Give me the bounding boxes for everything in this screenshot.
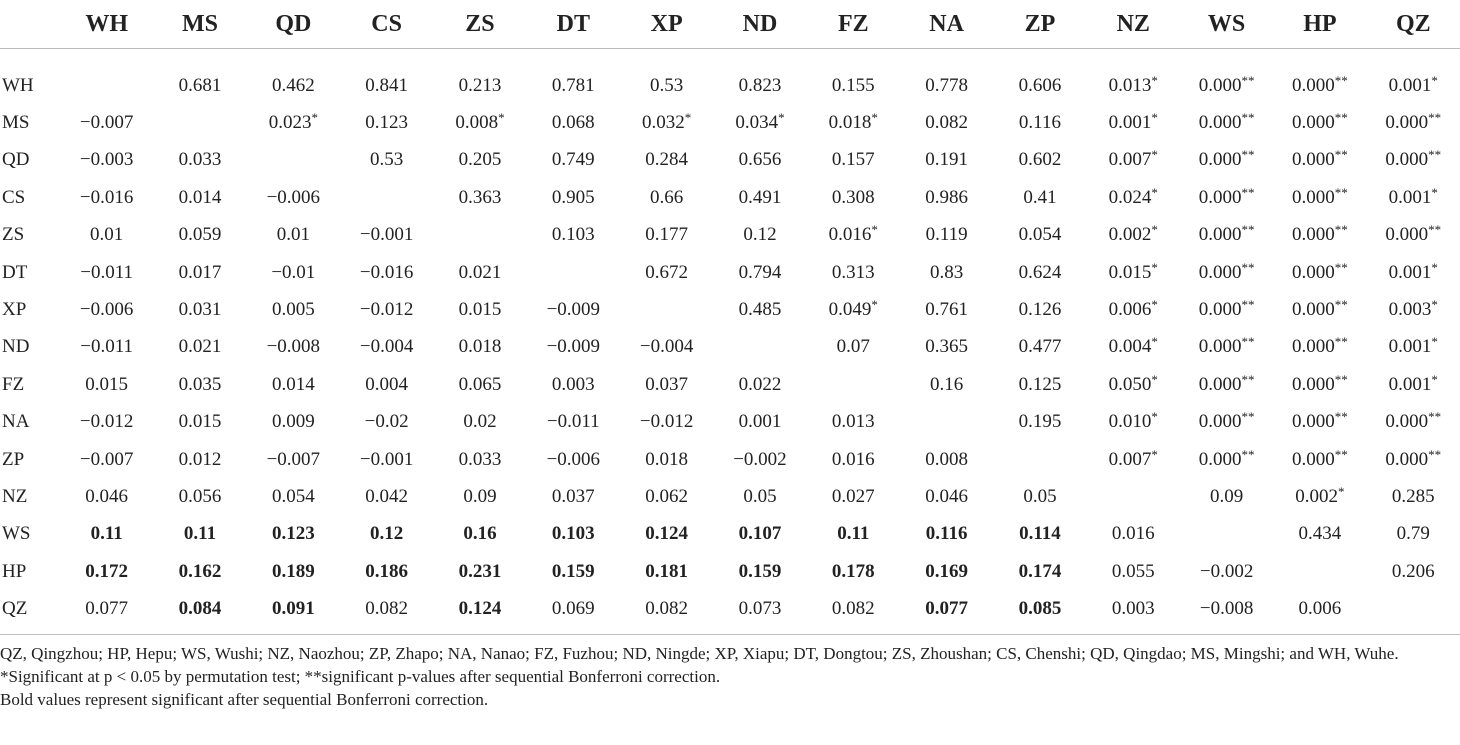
- table-cell: 0.001: [738, 411, 782, 433]
- table-cell: 0.41: [1023, 186, 1057, 208]
- table-cell: 0.062: [645, 485, 688, 507]
- table-cell: −0.02: [364, 411, 409, 433]
- table-cell: 0.003*: [1388, 297, 1438, 321]
- table-cell: 0.11: [183, 523, 217, 545]
- table-cell: 0.002*: [1295, 483, 1345, 507]
- table-cell: 0.794: [738, 261, 782, 283]
- table-cell: −0.003: [79, 149, 134, 171]
- row-header: WS: [2, 523, 31, 545]
- table-cell: 0.016: [831, 448, 875, 470]
- table-cell: 0.000**: [1385, 446, 1442, 470]
- table-cell: 0.174: [1018, 560, 1062, 582]
- table-cell: 0.007*: [1108, 446, 1158, 470]
- table-cell: 0.001*: [1388, 184, 1438, 208]
- row-header: FZ: [2, 373, 25, 395]
- column-header: MS: [181, 10, 218, 37]
- table-cell: −0.001: [359, 448, 414, 470]
- table-cell: 0.000**: [1385, 147, 1442, 171]
- table-cell: 0.761: [925, 299, 968, 321]
- table-cell: 0.491: [738, 186, 782, 208]
- table-cell: 0.035: [178, 373, 222, 395]
- table-cell: 0.177: [645, 224, 688, 246]
- table-cell: 0.004: [365, 373, 409, 395]
- table-cell: 0.681: [178, 74, 222, 96]
- table-cell: 0.054: [1018, 224, 1062, 246]
- table-cell: 0.014: [271, 373, 315, 395]
- table-cell: −0.006: [266, 186, 321, 208]
- table-cell: 0.781: [551, 74, 595, 96]
- table-cell: −0.009: [546, 336, 601, 358]
- table-cell: 0.001*: [1388, 334, 1438, 358]
- table-cell: 0.046: [85, 485, 129, 507]
- table-row: [0, 553, 1460, 590]
- table-cell: 0.001*: [1388, 259, 1438, 283]
- table-cell: 0.037: [645, 373, 688, 395]
- table-cell: 0.000**: [1292, 222, 1348, 246]
- row-header: WH: [2, 74, 34, 96]
- table-cell: 0.001*: [1108, 110, 1158, 134]
- table-cell: 0.033: [458, 448, 502, 470]
- table-cell: −0.007: [266, 448, 321, 470]
- table-cell: 0.114: [1019, 523, 1061, 545]
- table-cell: −0.002: [733, 448, 787, 470]
- table-cell: 0.001*: [1388, 72, 1438, 96]
- table-cell: 0.000**: [1198, 110, 1255, 134]
- table-cell: 0.124: [645, 523, 688, 545]
- table-cell: 0.213: [458, 74, 502, 96]
- table-cell: 0.308: [831, 186, 875, 208]
- table-cell: 0.462: [271, 74, 315, 96]
- table-cell: 0.001*: [1388, 371, 1438, 395]
- table-cell: 0.231: [458, 560, 502, 582]
- table-cell: 0.125: [1018, 373, 1062, 395]
- table-cell: 0.000**: [1292, 409, 1348, 433]
- table-cell: 0.004*: [1108, 334, 1158, 358]
- row-header: MS: [2, 112, 30, 134]
- row-header: DT: [2, 261, 28, 283]
- table-cell: [433, 217, 526, 254]
- table-row: [0, 217, 1460, 254]
- column-header: FZ: [837, 10, 869, 37]
- table-cell: [807, 366, 900, 403]
- table-cell: 0.015: [458, 299, 502, 321]
- table-cell: 0.159: [551, 560, 595, 582]
- table-cell: 0.003: [551, 373, 595, 395]
- table-cell: 0.602: [1018, 149, 1062, 171]
- column-header: HP: [1303, 10, 1337, 37]
- abbreviations-note: QZ, Qingzhou; HP, Hepu; WS, Wushi; NZ, Naozhou; ZP, Zhapo; NA, Nanao; FZ, Fuzhou; ND, Ningde; XP, Xiapu; DT, Dongtou; ZS, Zhoushan; CS, Chenshi; QD, Qingdao; MS, Mingshi; and WH, Wuhe.: [0, 644, 1399, 663]
- table-cell: 0.065: [458, 373, 502, 395]
- table-cell: 0.016: [1111, 523, 1155, 545]
- table-cell: −0.012: [359, 299, 414, 321]
- table-cell: [153, 104, 246, 141]
- table-cell: 0.07: [836, 336, 870, 358]
- table-cell: [900, 404, 993, 441]
- table-cell: 0.000**: [1292, 259, 1348, 283]
- table-cell: 0.054: [271, 485, 315, 507]
- header-row: [0, 0, 1460, 49]
- table-cell: 0.014: [178, 186, 222, 208]
- table-cell: 0.155: [831, 74, 875, 96]
- table-cell: 0.091: [271, 598, 315, 620]
- table-cell: [1087, 478, 1180, 515]
- table-cell: 0.53: [370, 149, 404, 171]
- table-cell: 0.007*: [1108, 147, 1158, 171]
- table-cell: 0.084: [178, 598, 222, 620]
- table-cell: 0.046: [925, 485, 968, 507]
- table-cell: 0.285: [1391, 485, 1435, 507]
- table-cell: 0.006*: [1108, 297, 1158, 321]
- table-cell: −0.012: [79, 411, 134, 433]
- table-cell: −0.007: [79, 448, 134, 470]
- table-row: [0, 441, 1460, 478]
- table-cell: 0.006: [1298, 598, 1342, 620]
- table-cell: 0.018: [458, 336, 502, 358]
- table-cell: 0.195: [1018, 411, 1062, 433]
- table-cell: 0.042: [365, 485, 409, 507]
- table-cell: 0.000**: [1292, 147, 1348, 171]
- table-cell: 0.009: [271, 411, 315, 433]
- table-cell: 0.485: [738, 299, 782, 321]
- table-cell: 0.082: [365, 598, 409, 620]
- table-cell: 0.000**: [1198, 184, 1255, 208]
- table-row: [0, 516, 1460, 553]
- row-header: ZS: [2, 224, 25, 246]
- table-row: [0, 404, 1460, 441]
- significance-note: *Significant at p < 0.05 by permutation test; **significant p-values after sequential Bonferroni correction.: [0, 667, 721, 686]
- table-cell: −0.008: [1199, 598, 1254, 620]
- table-cell: 0.05: [743, 485, 777, 507]
- table-cell: 0.126: [1018, 299, 1062, 321]
- table-cell: 0.021: [458, 261, 502, 283]
- row-header: QD: [2, 149, 30, 171]
- table-cell: 0.000**: [1385, 409, 1442, 433]
- table-cell: 0.01: [90, 224, 124, 246]
- table-cell: 0.119: [925, 224, 968, 246]
- table-cell: 0.000**: [1292, 371, 1348, 395]
- table-cell: 0.008*: [455, 110, 505, 134]
- table-cell: 0.189: [271, 560, 315, 582]
- table-row: [0, 291, 1460, 328]
- table-body: [0, 49, 1460, 635]
- table-cell: 0.01: [276, 224, 310, 246]
- table-cell: 0.09: [463, 485, 497, 507]
- table-cell: 0.841: [365, 74, 409, 96]
- table-cell: 0.024*: [1108, 184, 1158, 208]
- table-cell: 0.049*: [828, 297, 878, 321]
- table-cell: 0.034*: [735, 110, 785, 134]
- table-cell: 0.017: [178, 261, 222, 283]
- table-cell: 0.123: [365, 112, 409, 134]
- table-cell: 0.015*: [1108, 259, 1158, 283]
- table-cell: 0.672: [645, 261, 688, 283]
- table-cell: 0.015: [85, 373, 129, 395]
- table-cell: 0.022: [738, 373, 782, 395]
- table-cell: 0.000**: [1198, 297, 1255, 321]
- table-cell: −0.012: [639, 411, 694, 433]
- table-cell: 0.656: [738, 149, 782, 171]
- table-cell: 0.018*: [828, 110, 878, 134]
- table-cell: [713, 329, 806, 366]
- table-cell: 0.103: [551, 523, 595, 545]
- table-cell: 0.66: [650, 186, 684, 208]
- table-cell: [527, 254, 620, 291]
- table-row: [0, 366, 1460, 403]
- table-cell: −0.009: [546, 299, 601, 321]
- table-cell: 0.206: [1391, 560, 1435, 582]
- table-cell: 0.16: [463, 523, 497, 545]
- table-cell: 0.013*: [1108, 72, 1158, 96]
- table-cell: 0.103: [551, 224, 595, 246]
- table-cell: 0.778: [925, 74, 968, 96]
- table-cell: 0.012: [178, 448, 222, 470]
- table-cell: 0.082: [925, 112, 968, 134]
- table-cell: −0.01: [271, 261, 316, 283]
- table-cell: 0.055: [1111, 560, 1155, 582]
- column-header: ZP: [1024, 10, 1056, 37]
- table-cell: 0.000**: [1292, 184, 1348, 208]
- table-cell: 0.032*: [642, 110, 692, 134]
- table-cell: 0.015: [178, 411, 222, 433]
- row-header: ZP: [2, 448, 25, 470]
- table-cell: 0.033: [178, 149, 222, 171]
- table-cell: 0.116: [925, 523, 968, 545]
- table-cell: [1273, 553, 1366, 590]
- table-cell: 0.986: [925, 186, 968, 208]
- row-header: HP: [2, 560, 27, 582]
- table-cell: 0.12: [743, 224, 777, 246]
- table-cell: 0.05: [1023, 485, 1057, 507]
- table-cell: −0.016: [79, 186, 134, 208]
- table-cell: 0.79: [1396, 523, 1430, 545]
- table-cell: 0.181: [645, 560, 688, 582]
- table-cell: 0.12: [370, 523, 404, 545]
- table-cell: 0.434: [1298, 523, 1342, 545]
- column-header: WS: [1207, 10, 1246, 37]
- table-cell: 0.077: [925, 598, 968, 620]
- table-cell: 0.123: [271, 523, 315, 545]
- column-header: ND: [742, 10, 778, 37]
- table-cell: 0.284: [645, 149, 688, 171]
- table-cell: 0.000**: [1198, 259, 1255, 283]
- table-cell: 0.162: [178, 560, 222, 582]
- table-cell: −0.002: [1199, 560, 1254, 582]
- column-header: QZ: [1395, 10, 1431, 37]
- table-row: [0, 49, 1460, 105]
- table-cell: 0.172: [85, 560, 129, 582]
- table-cell: [1367, 590, 1460, 634]
- row-header: CS: [2, 186, 26, 208]
- column-header: NZ: [1116, 10, 1150, 37]
- table-cell: 0.037: [551, 485, 595, 507]
- column-header: NA: [929, 10, 964, 37]
- table-cell: 0.000**: [1292, 297, 1348, 321]
- table-cell: 0.53: [650, 74, 684, 96]
- table-cell: 0.02: [463, 411, 497, 433]
- row-header: ND: [2, 336, 30, 358]
- table-cell: 0.002*: [1108, 222, 1158, 246]
- table-cell: 0.749: [551, 149, 595, 171]
- column-header: WH: [85, 10, 128, 37]
- table-row: [0, 478, 1460, 515]
- table-cell: 0.11: [90, 523, 123, 545]
- table-cell: 0.023*: [268, 110, 318, 134]
- table-cell: [247, 142, 340, 179]
- table-cell: 0.018: [645, 448, 688, 470]
- column-header: DT: [556, 10, 590, 37]
- table-cell: [1180, 516, 1273, 553]
- table-header: [0, 0, 1460, 49]
- table-cell: −0.004: [359, 336, 414, 358]
- table-cell: 0.178: [831, 560, 875, 582]
- table-row: [0, 329, 1460, 366]
- table-cell: 0.169: [925, 560, 968, 582]
- table-cell: 0.000**: [1198, 371, 1255, 395]
- table-cell: −0.006: [79, 299, 134, 321]
- table-cell: 0.823: [738, 74, 782, 96]
- table-cell: 0.056: [178, 485, 222, 507]
- row-header: XP: [2, 299, 27, 321]
- table-cell: −0.004: [639, 336, 694, 358]
- table-cell: 0.069: [551, 598, 595, 620]
- table-cell: 0.159: [738, 560, 782, 582]
- table-cell: 0.082: [645, 598, 688, 620]
- table-cell: 0.027: [831, 485, 875, 507]
- table-cell: 0.003: [1111, 598, 1155, 620]
- table-footnotes: [0, 642, 1460, 711]
- column-header: ZS: [465, 10, 495, 37]
- row-header: NZ: [2, 485, 28, 507]
- table-cell: 0.031: [178, 299, 222, 321]
- table-cell: −0.008: [266, 336, 321, 358]
- table-cell: 0.365: [925, 336, 968, 358]
- table-cell: [340, 179, 433, 216]
- table-cell: [60, 49, 153, 105]
- table-cell: 0.000**: [1292, 334, 1348, 358]
- table-row: [0, 104, 1460, 141]
- table-cell: 0.073: [738, 598, 782, 620]
- table-cell: 0.000**: [1292, 110, 1348, 134]
- table-cell: −0.011: [80, 336, 134, 358]
- table-row: [0, 590, 1460, 634]
- table-cell: [620, 291, 713, 328]
- table-cell: 0.000**: [1292, 446, 1348, 470]
- table-cell: 0.157: [831, 149, 875, 171]
- column-header: XP: [650, 10, 683, 37]
- table-cell: 0.000**: [1198, 446, 1255, 470]
- table-cell: 0.000**: [1385, 222, 1442, 246]
- table-cell: 0.000**: [1198, 409, 1255, 433]
- table-cell: [993, 441, 1086, 478]
- table-row: [0, 179, 1460, 216]
- table-row: [0, 142, 1460, 179]
- table-cell: 0.050*: [1108, 371, 1158, 395]
- column-header: QD: [275, 10, 312, 37]
- table-cell: 0.005: [271, 299, 315, 321]
- table-cell: 0.624: [1018, 261, 1062, 283]
- bold-note: Bold values represent significant after sequential Bonferroni correction.: [0, 690, 489, 709]
- table-cell: −0.007: [79, 112, 134, 134]
- table-cell: −0.011: [80, 261, 134, 283]
- table-cell: 0.016*: [828, 222, 878, 246]
- table-cell: 0.186: [365, 560, 409, 582]
- table-cell: 0.124: [458, 598, 502, 620]
- table-cell: 0.000**: [1198, 334, 1255, 358]
- table-cell: 0.16: [929, 373, 964, 395]
- table-cell: −0.016: [359, 261, 414, 283]
- table-cell: 0.107: [738, 523, 782, 545]
- table-cell: 0.606: [1018, 74, 1062, 96]
- table-cell: 0.010*: [1108, 409, 1158, 433]
- table-cell: 0.059: [178, 224, 222, 246]
- table-cell: 0.008: [925, 448, 968, 470]
- table-cell: 0.000**: [1385, 110, 1442, 134]
- table-cell: 0.077: [85, 598, 129, 620]
- table-cell: 0.068: [551, 112, 595, 134]
- table-cell: 0.013: [831, 411, 875, 433]
- table-row: [0, 254, 1460, 291]
- table-cell: 0.000**: [1198, 72, 1255, 96]
- table-cell: 0.082: [831, 598, 875, 620]
- table-cell: 0.83: [929, 261, 964, 283]
- table-cell: 0.313: [831, 261, 875, 283]
- table-cell: −0.011: [546, 411, 600, 433]
- table-cell: −0.001: [359, 224, 414, 246]
- table-cell: 0.905: [551, 186, 595, 208]
- column-header: CS: [371, 10, 402, 37]
- table-cell: 0.11: [837, 523, 870, 545]
- row-header: QZ: [2, 598, 28, 620]
- table-cell: 0.205: [458, 149, 502, 171]
- table-cell: 0.000**: [1198, 147, 1255, 171]
- table-cell: 0.085: [1018, 598, 1062, 620]
- row-header: NA: [2, 411, 30, 433]
- table-cell: 0.363: [458, 186, 502, 208]
- table-cell: 0.191: [925, 149, 968, 171]
- table-cell: 0.021: [178, 336, 222, 358]
- table-cell: 0.116: [1018, 112, 1061, 134]
- table-cell: 0.09: [1209, 485, 1244, 507]
- table-cell: 0.000**: [1292, 72, 1348, 96]
- corner-header: [0, 0, 60, 49]
- table-cell: −0.006: [546, 448, 601, 470]
- table-cell: 0.477: [1018, 336, 1062, 358]
- table-cell: 0.000**: [1198, 222, 1255, 246]
